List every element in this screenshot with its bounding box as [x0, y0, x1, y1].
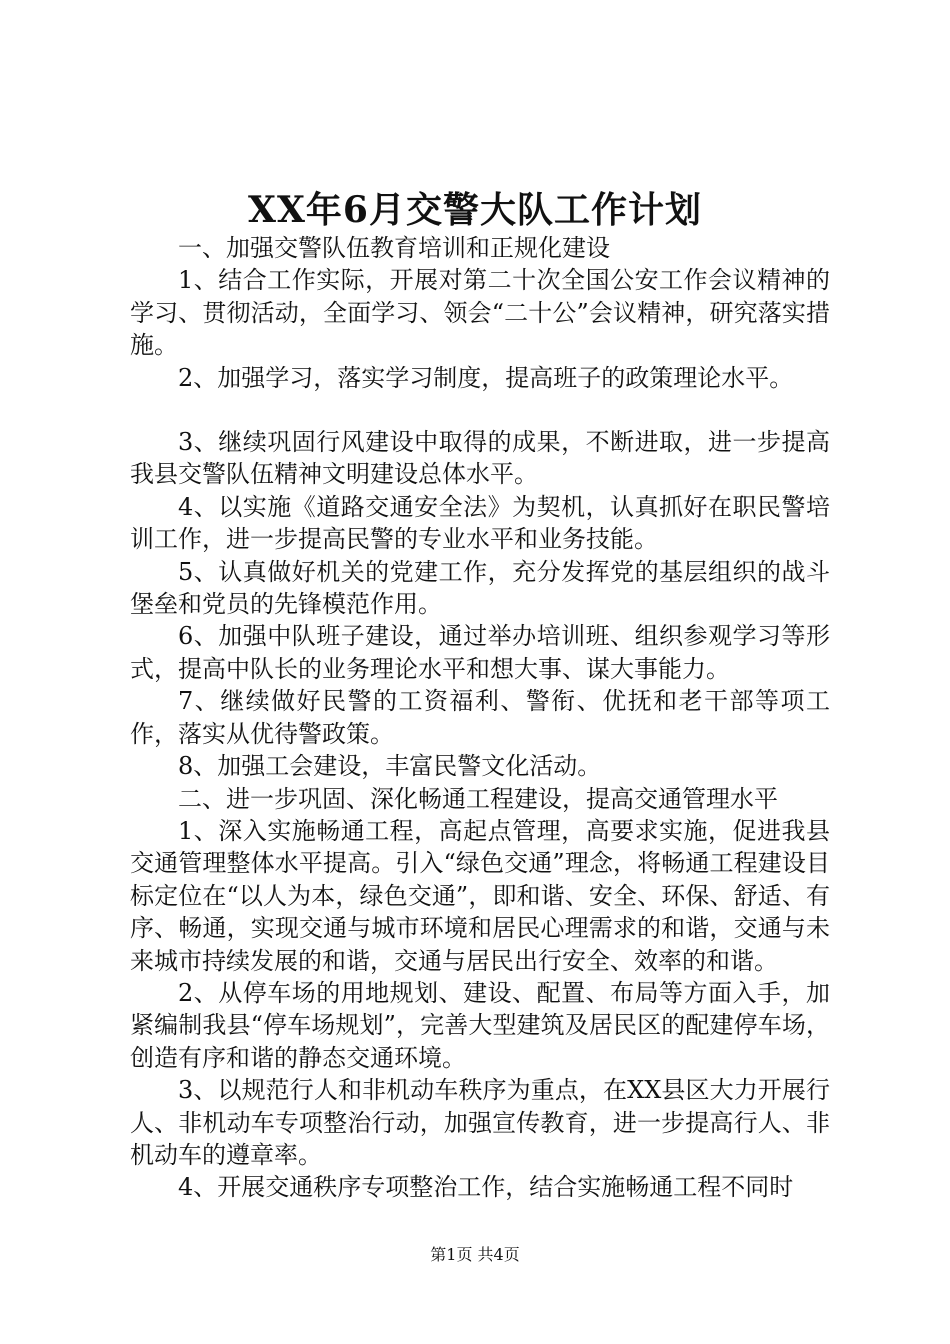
page-footer: 第1页 共4页: [430, 1245, 520, 1264]
paragraph: 2、加强学习，落实学习制度，提高班子的政策理论水平。: [178, 363, 794, 392]
paragraph: 8、加强工会建设，丰富民警文化活动。: [178, 752, 602, 781]
paragraph: 5、认真做好机关的党建工作，充分发挥党的基层组织的战斗堡垒和党员的先锋模范作用。: [130, 557, 830, 619]
paragraph: 1、结合工作实际，开展对第二十次全国公安工作会议精神的学习、贯彻活动，全面学习、领会“二十公”会议精神，研究落实措施。: [130, 266, 830, 360]
document-title: XX年6月交警大队工作计划: [248, 189, 702, 231]
paragraph: 4、开展交通秩序专项整治工作，结合实施畅通工程不同时: [178, 1173, 794, 1202]
paragraph: 4、以实施《道路交通安全法》为契机，认真抓好在职民警培训工作，进一步提高民警的专业水平和业务技能。: [130, 492, 830, 554]
paragraph: 3、以规范行人和非机动车秩序为重点，在XX县区大力开展行人、非机动车专项整治行动，加强宣传教育，进一步提高行人、非机动车的遵章率。: [130, 1076, 830, 1169]
paragraph: 7、继续做好民警的工资福利、警衔、优抚和老干部等项工作，落实从优待警政策。: [130, 687, 830, 748]
document-body: [130, 232, 830, 1204]
section-heading: 一、加强交警队伍教育培训和正规化建设: [178, 234, 610, 262]
paragraph: 1、深入实施畅通工程，高起点管理，高要求实施，促进我县交通管理整体水平提高。引入“绿色交通”理念，将畅通工程建设目标定位在“以人为本，绿色交通”，即和谐、安全、环保、舒适、有序、畅通，实现交通与城市环境和居民心理需求的和谐，交通与未来城市持续发展的和谐，交通与居民出行安全、效率的和谐。: [130, 816, 830, 975]
paragraph: 2、从停车场的用地规划、建设、配置、布局等方面入手，加紧编制我县“停车场规划”，完善大型建筑及居民区的配建停车场，创造有序和谐的静态交通环境。: [130, 978, 830, 1072]
section-heading: 二、进一步巩固、深化畅通工程建设，提高交通管理水平: [178, 784, 778, 813]
paragraph: 6、加强中队班子建设，通过举办培训班、组织参观学习等形式，提高中队长的业务理论水平和想大事、谋大事能力。: [130, 622, 830, 683]
paragraph: 3、继续巩固行风建设中取得的成果，不断进取，进一步提高我县交警队伍精神文明建设总体水平。: [130, 428, 830, 489]
